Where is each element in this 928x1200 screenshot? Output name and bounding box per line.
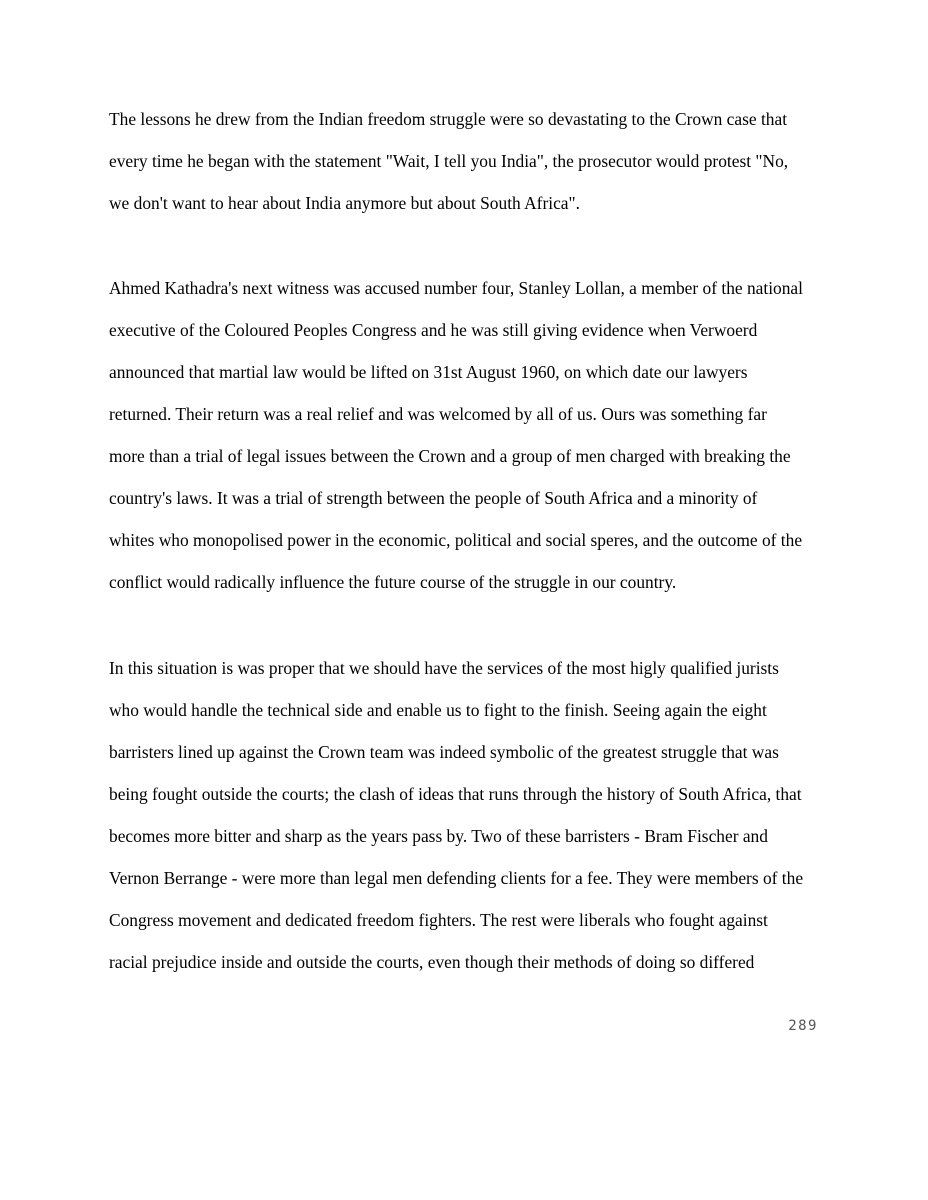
- text-line: barristers lined up against the Crown team was indeed symbolic of the greatest struggle that was: [109, 742, 779, 762]
- text-line: being fought outside the courts; the clash of ideas that runs through the history of South Africa, that: [109, 784, 802, 804]
- text-line: Ahmed Kathadra's next witness was accused number four, Stanley Lollan, a member of the national: [109, 278, 803, 298]
- text-line: announced that martial law would be lifted on 31st August 1960, on which date our lawyers: [109, 362, 748, 382]
- text-line: Vernon Berrange - were more than legal men defending clients for a fee. They were members of the: [109, 868, 804, 888]
- text-line: who would handle the technical side and enable us to fight to the finish. Seeing again the eight: [109, 700, 767, 720]
- text-line: country's laws. It was a trial of strength between the people of South Africa and a minority of: [109, 488, 758, 508]
- text-line: we don't want to hear about India anymore but about South Africa".: [109, 193, 580, 213]
- text-line: becomes more bitter and sharp as the years pass by. Two of these barristers - Bram Fischer and: [109, 826, 768, 846]
- text-line: In this situation is was proper that we should have the services of the most higly qualified jurists: [109, 658, 779, 678]
- text-line: more than a trial of legal issues between the Crown and a group of men charged with breaking the: [109, 446, 791, 466]
- text-line: racial prejudice inside and outside the courts, even though their methods of doing so differed: [109, 952, 755, 972]
- text-line: conflict would radically influence the future course of the struggle in our country.: [109, 572, 677, 592]
- text-line: returned. Their return was a real relief and was welcomed by all of us. Ours was something far: [109, 404, 767, 424]
- text-line: executive of the Coloured Peoples Congress and he was still giving evidence when Verwoerd: [109, 320, 758, 340]
- text-line: Congress movement and dedicated freedom fighters. The rest were liberals who fought against: [109, 910, 768, 930]
- page-number: 289: [788, 1018, 818, 1034]
- text-line: every time he began with the statement "Wait, I tell you India", the prosecutor would protest "No,: [109, 151, 789, 171]
- text-line: The lessons he drew from the Indian freedom struggle were so devastating to the Crown case that: [109, 109, 788, 129]
- text-line: whites who monopolised power in the economic, political and social speres, and the outcome of the: [109, 530, 803, 550]
